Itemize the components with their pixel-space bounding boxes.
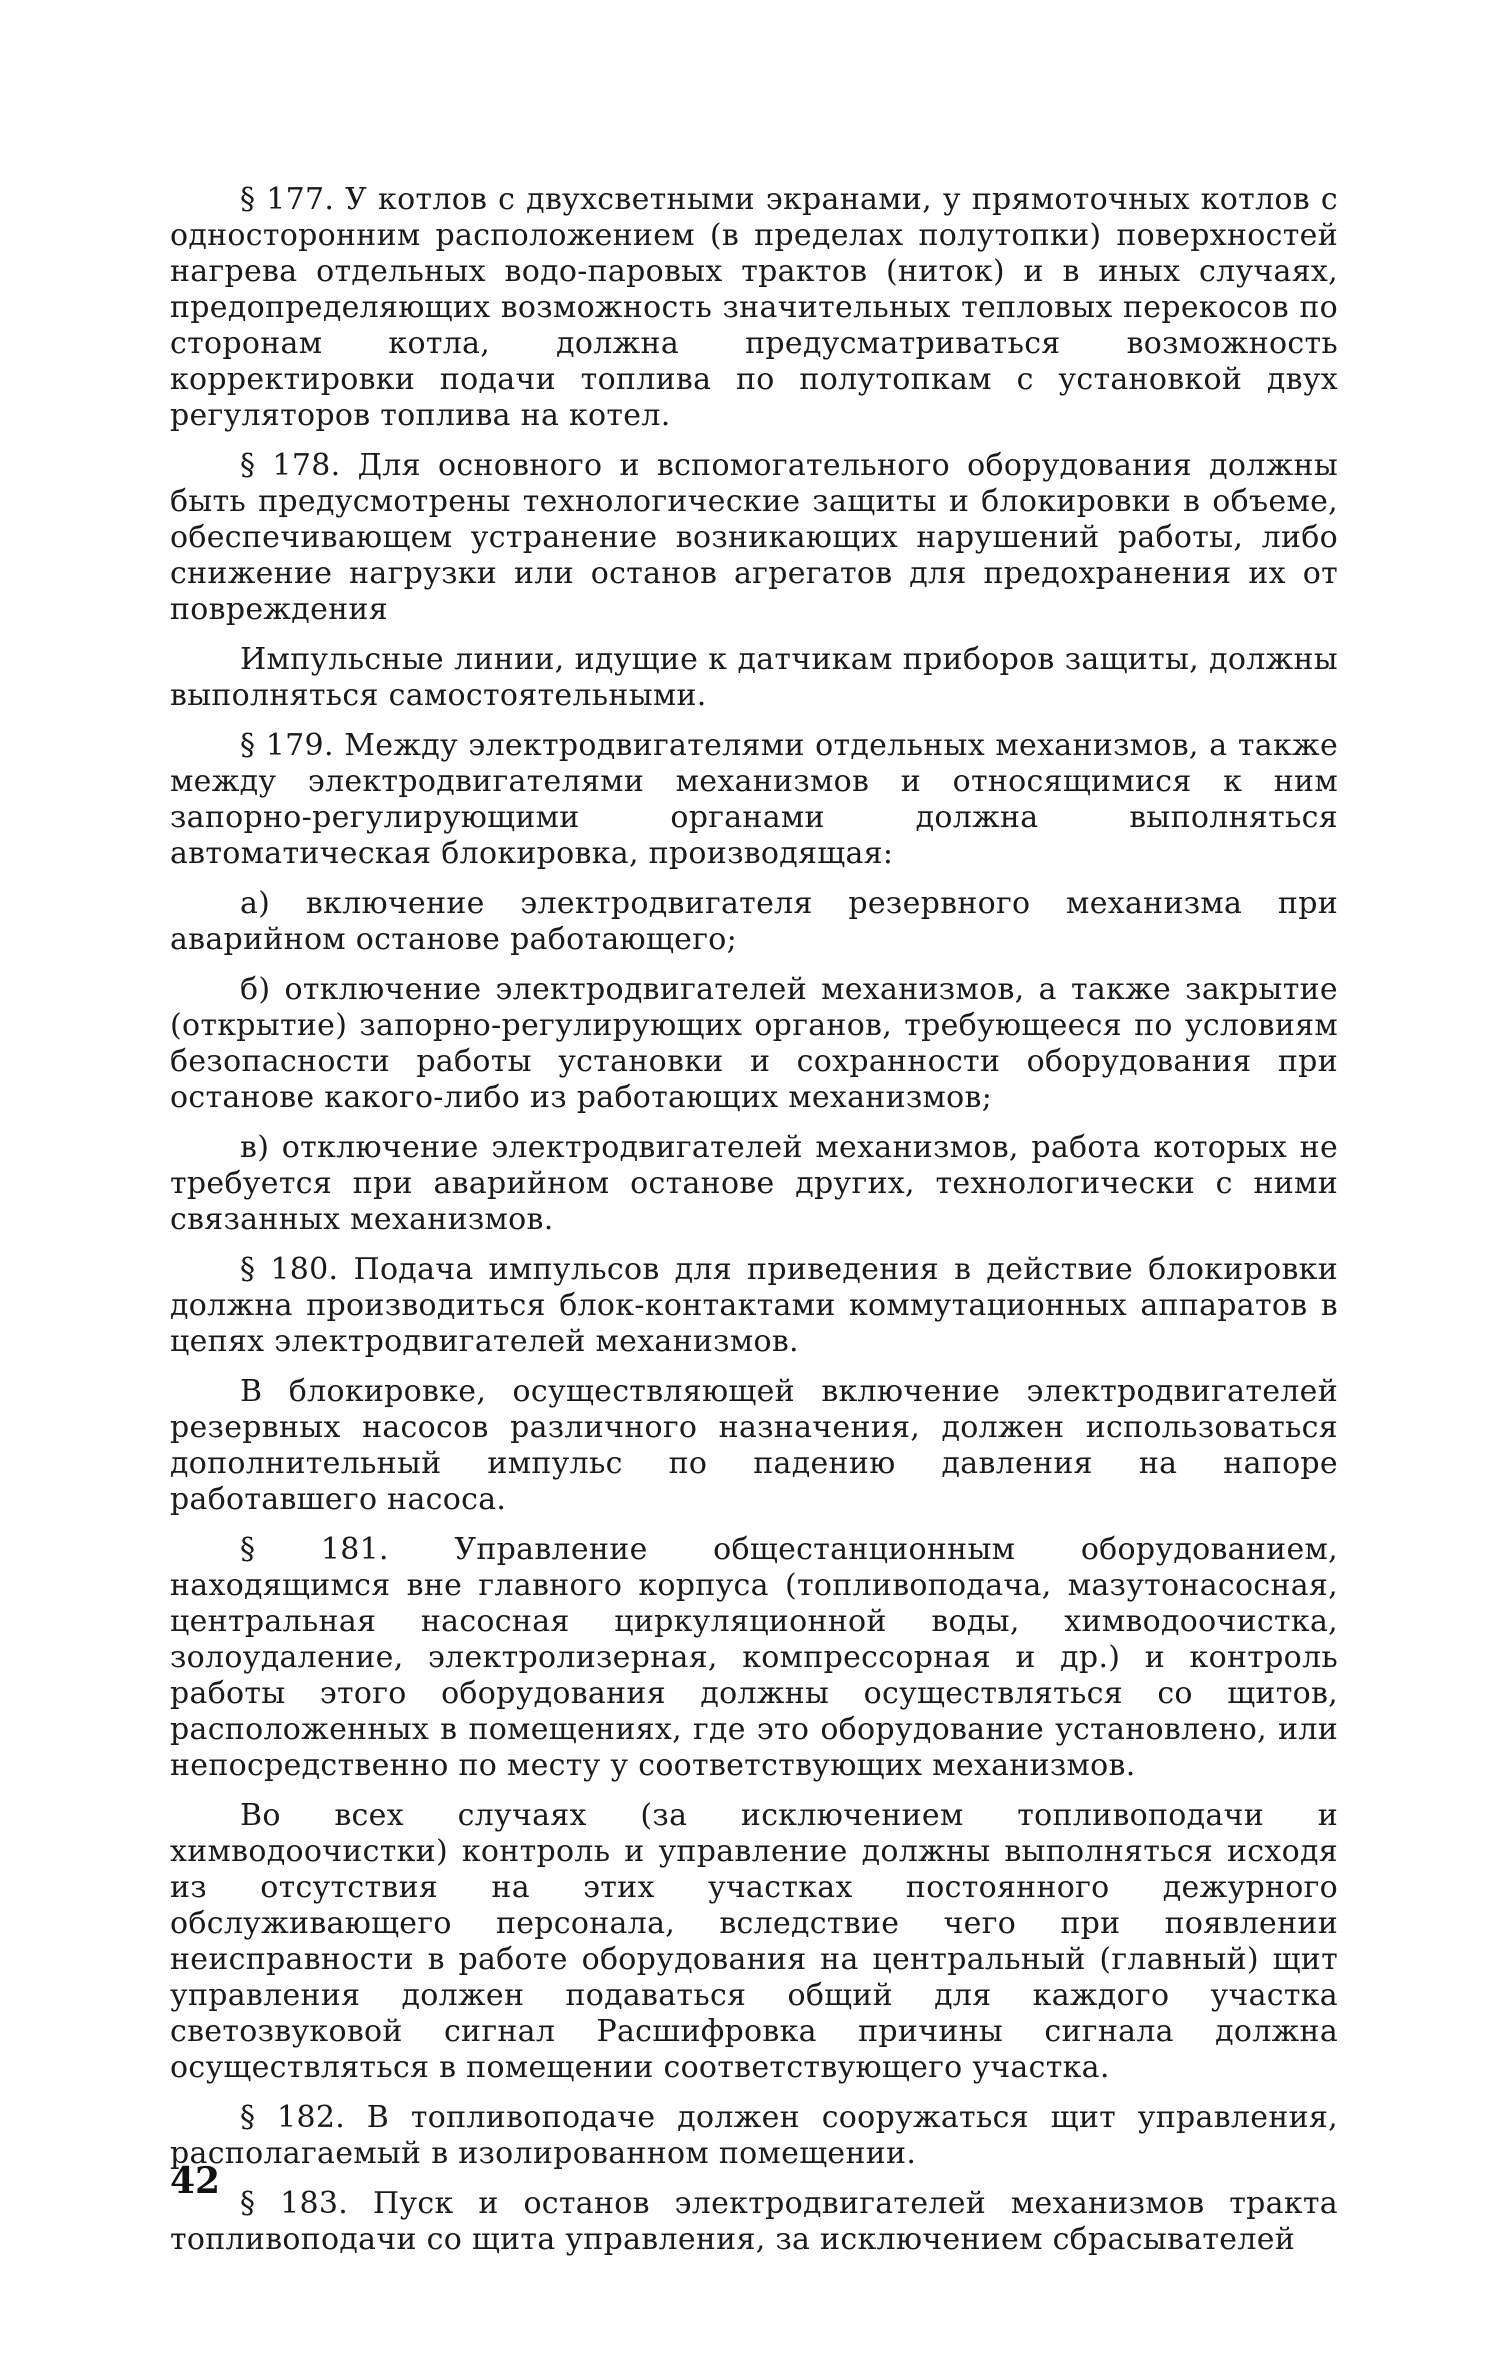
paragraph-182: § 182. В топливоподаче должен сооружаться щит управления, располагаемый в изолированном помещении. <box>170 2100 1338 2171</box>
paragraph-180-reserve-pumps: В блокировке, осуществляющей включение электродвигателей резервных насосов различного назначения, должен использоваться дополнительный импульс по падению давления на напоре работавшего насоса. <box>170 1374 1338 1517</box>
paragraph-179: § 179. Между электродвигателями отдельных механизмов, а также между электродвигателями механизмов и относящимися к ним запорно-регулирующими органами должна выполняться автоматическая блокировка, производящая: <box>170 728 1338 871</box>
paragraph-179-item-b: б) отключение электродвигателей механизмов, а также закрытие (открытие) запорно-регулирующих органов, требующееся по условиям безопасности работы установки и сохранности оборудования при останове какого-либо из работающих механизмов; <box>170 972 1338 1115</box>
paragraph-179-item-v: в) отключение электродвигателей механизмов, работа которых не требуется при аварийном останове других, технологически с ними связанных механизмов. <box>170 1130 1338 1237</box>
paragraph-180: § 180. Подача импульсов для приведения в действие блокировки должна производиться блок-контактами коммутационных аппаратов в цепях электродвигателей механизмов. <box>170 1252 1338 1359</box>
paragraph-178: § 178. Для основного и вспомогательного оборудования должны быть предусмотрены технологические защиты и блокировки в объеме, обеспечивающем устранение возникающих нарушений работы, либо снижение нагрузки или останов агрегатов для предохранения их от повреждения <box>170 448 1338 627</box>
document-body <box>170 182 1338 2272</box>
paragraph-177: § 177. У котлов с двухсветными экранами, у прямоточных котлов с односторонним расположением (в пределах полутопки) поверхностей нагрева отдельных водо-паровых трактов (ниток) и в иных случаях, предопределяющих возможность значительных тепловых перекосов по сторонам котла, должна предусматриваться возможность корректировки подачи топлива по полутопкам с установкой двух регуляторов топлива на котел. <box>170 182 1338 433</box>
paragraph-183: § 183. Пуск и останов электродвигателей механизмов тракта топливоподачи со щита управления, за исключением сбрасывателей <box>170 2186 1338 2257</box>
paragraph-181: § 181. Управление общестанционным оборудованием, находящимся вне главного корпуса (топливоподача, мазутонасосная, центральная насосная циркуляционной воды, химводоочистка, золоудаление, электролизерная, компрессорная и др.) и контроль работы этого оборудования должны осуществляться со щитов, расположенных в помещениях, где это оборудование установлено, или непосредственно по месту у соответствующих механизмов. <box>170 1532 1338 1783</box>
paragraph-179-item-a: а) включение электродвигателя резервного механизма при аварийном останове работающего; <box>170 886 1338 957</box>
paragraph-181-all-cases: Во всех случаях (за исключением топливоподачи и химводоочистки) контроль и управление должны выполняться исходя из отсутствия на этих участках постоянного дежурного обслуживающего персонала, вследствие чего при появлении неисправности в работе оборудования на центральный (главный) щит управления должен подаваться общий для каждого участка светозвуковой сигнал Расшифровка причины сигнала должна осуществляться в помещении соответствующего участка. <box>170 1798 1338 2085</box>
paragraph-178-impulse-lines: Импульсные линии, идущие к датчикам приборов защиты, должны выполняться самостоятельными. <box>170 642 1338 713</box>
page-number: 42 <box>170 2160 221 2202</box>
